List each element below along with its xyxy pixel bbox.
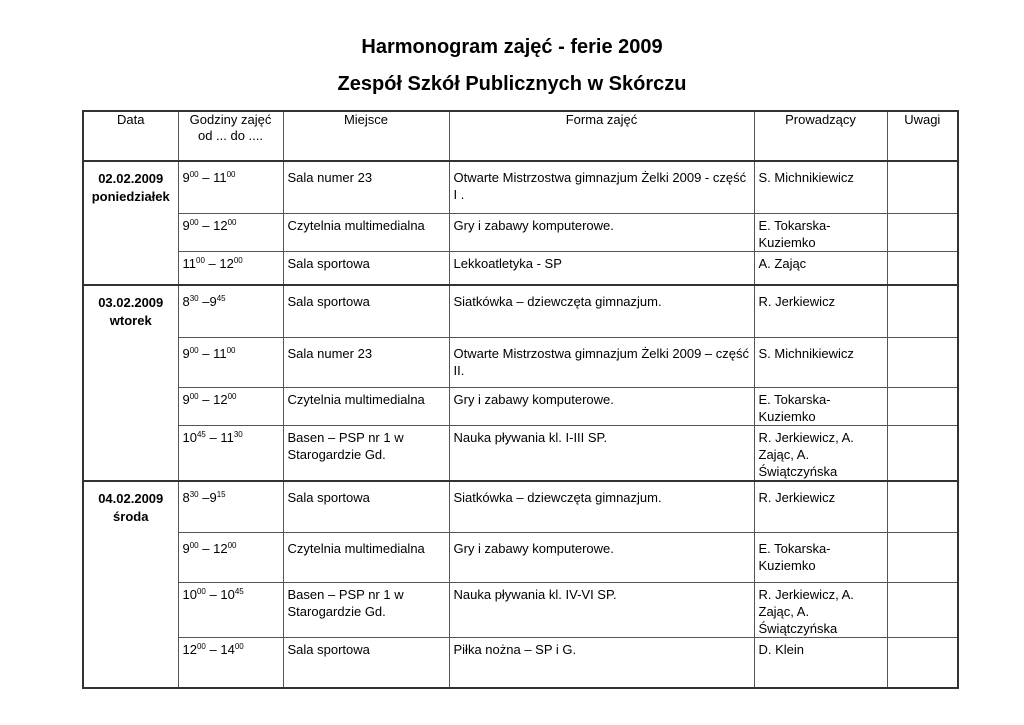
header-place: Miejsce	[283, 111, 449, 161]
notes-text	[888, 388, 958, 391]
place-cell	[283, 337, 449, 387]
table-row	[83, 638, 958, 688]
form-text: Nauka pływania kl. IV-VI SP.	[453, 587, 617, 602]
hours-from: 11	[182, 255, 196, 271]
hours-from-minutes: 00	[189, 217, 199, 227]
form-cell	[449, 481, 754, 533]
table-row	[83, 213, 958, 251]
notes-cell	[887, 213, 958, 251]
place-cell	[283, 251, 449, 285]
hours-cell	[178, 425, 283, 481]
hours-separator: –	[204, 255, 220, 271]
place-text: Sala numer 23	[287, 170, 373, 185]
form-text: Piłka nożna – SP i G.	[453, 642, 577, 657]
leader-cell	[754, 251, 887, 285]
form-cell	[449, 251, 754, 285]
hours-from-minutes: 00	[189, 170, 199, 179]
hours-separator: –	[205, 429, 221, 445]
hours-to: 12	[213, 217, 228, 233]
hours-to-minutes: 00	[227, 217, 237, 227]
leader-cell	[754, 583, 887, 638]
notes-text	[888, 426, 958, 429]
leader-cell	[754, 387, 887, 425]
weekday-value: wtorek	[109, 313, 152, 328]
notes-text	[888, 252, 958, 255]
notes-cell	[887, 638, 958, 688]
hours-cell	[178, 387, 283, 425]
notes-text	[888, 338, 958, 345]
leader-text: E. Tokarska-Kuziemko	[758, 217, 831, 250]
place-cell	[283, 583, 449, 638]
table-row	[83, 583, 958, 638]
hours-from: 10	[182, 587, 197, 602]
hours-to-minutes: 00	[226, 345, 236, 355]
hours-from: 10	[182, 429, 197, 445]
hours-to-minutes: 00	[227, 391, 237, 401]
hours-to-minutes: 00	[234, 642, 244, 651]
hours-to-minutes: 15	[216, 489, 226, 499]
date-value: 03.02.2009	[98, 295, 164, 310]
hours-to: 12	[213, 391, 228, 407]
form-cell	[449, 425, 754, 481]
place-text: Basen – PSP nr 1 w Starogardzie Gd.	[287, 429, 404, 462]
leader-text: S. Michnikiewicz	[758, 345, 854, 361]
hours-from-minutes: 00	[189, 541, 199, 550]
hours-to: 11	[220, 429, 234, 445]
notes-text	[888, 583, 958, 586]
table-row	[83, 425, 958, 481]
form-text: Siatkówka – dziewczęta gimnazjum.	[453, 489, 662, 505]
hours-cell	[178, 638, 283, 688]
form-cell	[449, 583, 754, 638]
place-cell	[283, 638, 449, 688]
hours-from: 9	[182, 217, 190, 233]
hours-separator: –	[198, 170, 214, 185]
hours-to: 10	[220, 587, 235, 602]
notes-cell	[887, 481, 958, 533]
date-value: 04.02.2009	[98, 490, 164, 506]
place-text: Sala sportowa	[287, 255, 370, 271]
hours-from-minutes: 00	[196, 587, 206, 596]
hours-separator: –	[205, 642, 221, 657]
place-text: Czytelnia multimedialna	[287, 217, 425, 233]
form-text: Gry i zabawy komputerowe.	[453, 541, 614, 556]
place-cell	[283, 387, 449, 425]
table-row	[83, 251, 958, 285]
place-text: Sala numer 23	[287, 345, 373, 361]
leader-text: D. Klein	[758, 642, 805, 657]
leader-text: R. Jerkiewicz, A. Zając, A. Świątczyńska	[758, 429, 854, 479]
place-cell	[283, 285, 449, 337]
hours-from-minutes: 00	[189, 345, 199, 355]
table-row	[83, 533, 958, 583]
hours-cell	[178, 583, 283, 638]
table-row	[83, 481, 958, 533]
header-hours-line2: od ... do ....	[197, 128, 264, 143]
hours-separator: –	[198, 391, 214, 407]
hours-cell	[178, 251, 283, 285]
hours-to: 11	[213, 345, 227, 361]
leader-cell	[754, 285, 887, 337]
form-text: Nauka pływania kl. I-III SP.	[453, 429, 608, 445]
hours-to: 12	[219, 255, 234, 271]
place-text: Czytelnia multimedialna	[287, 541, 425, 556]
hours-separator: –	[198, 489, 210, 505]
form-cell	[449, 161, 754, 213]
hours-cell	[178, 337, 283, 387]
hours-to: 9	[209, 294, 217, 309]
form-cell	[449, 638, 754, 688]
weekday-value: poniedziałek	[91, 189, 170, 204]
notes-cell	[887, 583, 958, 638]
hours-separator: –	[198, 294, 210, 309]
hours-from: 9	[182, 345, 190, 361]
hours-cell	[178, 481, 283, 533]
place-text: Sala sportowa	[287, 642, 370, 657]
hours-to: 11	[213, 170, 227, 185]
notes-text	[888, 533, 958, 540]
header-hours-line1: Godziny zajęć	[189, 112, 272, 127]
table-row	[83, 337, 958, 387]
header-row	[83, 111, 958, 161]
leader-cell	[754, 213, 887, 251]
form-cell	[449, 387, 754, 425]
place-cell	[283, 533, 449, 583]
leader-cell	[754, 425, 887, 481]
date-cell	[83, 481, 178, 688]
hours-to-minutes: 00	[226, 170, 236, 179]
date-value: 02.02.2009	[98, 171, 164, 186]
header-hours	[178, 111, 283, 161]
place-cell	[283, 161, 449, 213]
page-subtitle: Zespół Szkół Publicznych w Skórczu	[337, 73, 687, 95]
notes-cell	[887, 251, 958, 285]
notes-cell	[887, 387, 958, 425]
form-text: Gry i zabawy komputerowe.	[453, 217, 614, 233]
form-text: Lekkoatletyka - SP	[453, 255, 562, 271]
leader-text: R. Jerkiewicz	[758, 489, 836, 505]
hours-from: 12	[182, 642, 197, 657]
hours-separator: –	[198, 217, 214, 233]
hours-separator: –	[198, 345, 214, 361]
table-row	[83, 285, 958, 337]
hours-to-minutes: 45	[234, 587, 244, 596]
place-text: Sala sportowa	[287, 294, 370, 309]
leader-cell	[754, 638, 887, 688]
notes-text	[888, 482, 958, 489]
table-row	[83, 387, 958, 425]
place-cell	[283, 213, 449, 251]
hours-from: 8	[182, 489, 190, 505]
form-cell	[449, 533, 754, 583]
header-leader: Prowadzący	[754, 111, 887, 161]
leader-cell	[754, 337, 887, 387]
leader-cell	[754, 533, 887, 583]
notes-cell	[887, 337, 958, 387]
hours-separator: –	[205, 587, 221, 602]
place-cell	[283, 481, 449, 533]
hours-separator: –	[198, 541, 214, 556]
weekday-value: środa	[113, 508, 149, 524]
hours-cell	[178, 213, 283, 251]
leader-text: E. Tokarska-Kuziemko	[758, 541, 831, 573]
hours-from: 9	[182, 391, 190, 407]
form-cell	[449, 337, 754, 387]
hours-to: 12	[213, 541, 228, 556]
leader-text: R. Jerkiewicz, A. Zając, A. Świątczyńska	[758, 587, 854, 636]
hours-from: 9	[182, 170, 190, 185]
form-text: Siatkówka – dziewczęta gimnazjum.	[453, 294, 662, 309]
place-text: Czytelnia multimedialna	[287, 391, 425, 407]
leader-text: R. Jerkiewicz	[758, 294, 836, 309]
table-row	[83, 161, 958, 213]
leader-text: S. Michnikiewicz	[758, 170, 854, 185]
notes-text	[888, 214, 958, 217]
date-cell	[83, 285, 178, 481]
hours-from-minutes: 00	[189, 391, 199, 401]
notes-cell	[887, 533, 958, 583]
notes-cell	[887, 161, 958, 213]
hours-from-minutes: 45	[196, 429, 206, 439]
hours-to-minutes: 45	[216, 294, 226, 303]
hours-from-minutes: 00	[196, 255, 205, 265]
notes-text	[888, 638, 958, 641]
hours-from-minutes: 30	[189, 489, 199, 499]
place-text: Basen – PSP nr 1 w Starogardzie Gd.	[287, 587, 404, 619]
page-title: Harmonogram zajęć - ferie 2009	[361, 36, 663, 58]
notes-cell	[887, 285, 958, 337]
leader-cell	[754, 481, 887, 533]
form-text: Otwarte Mistrzostwa gimnazjum Żelki 2009 - część I .	[453, 170, 747, 202]
date-cell	[83, 161, 178, 285]
hours-cell	[178, 285, 283, 337]
hours-from-minutes: 30	[189, 294, 199, 303]
header-date: Data	[83, 111, 178, 161]
schedule-body	[83, 161, 958, 688]
hours-to: 9	[209, 489, 217, 505]
schedule-table	[82, 110, 959, 689]
hours-to-minutes: 00	[233, 255, 243, 265]
hours-cell	[178, 161, 283, 213]
header-notes: Uwagi	[887, 111, 958, 161]
place-cell	[283, 425, 449, 481]
notes-cell	[887, 425, 958, 481]
form-text: Gry i zabawy komputerowe.	[453, 391, 614, 407]
form-text: Otwarte Mistrzostwa gimnazjum Żelki 2009 – część II.	[453, 345, 749, 378]
hours-from-minutes: 00	[196, 642, 206, 651]
leader-text: A. Zając	[758, 255, 807, 271]
hours-from: 9	[182, 541, 190, 556]
hours-from: 8	[182, 294, 190, 309]
notes-text	[888, 286, 958, 293]
header-form: Forma zajęć	[449, 111, 754, 161]
leader-cell	[754, 161, 887, 213]
notes-text	[888, 162, 958, 169]
hours-to: 14	[220, 642, 235, 657]
form-cell	[449, 285, 754, 337]
hours-cell	[178, 533, 283, 583]
leader-text: E. Tokarska-Kuziemko	[758, 391, 831, 424]
hours-to-minutes: 00	[227, 541, 237, 550]
form-cell	[449, 213, 754, 251]
place-text: Sala sportowa	[287, 489, 370, 505]
hours-to-minutes: 30	[233, 429, 243, 439]
